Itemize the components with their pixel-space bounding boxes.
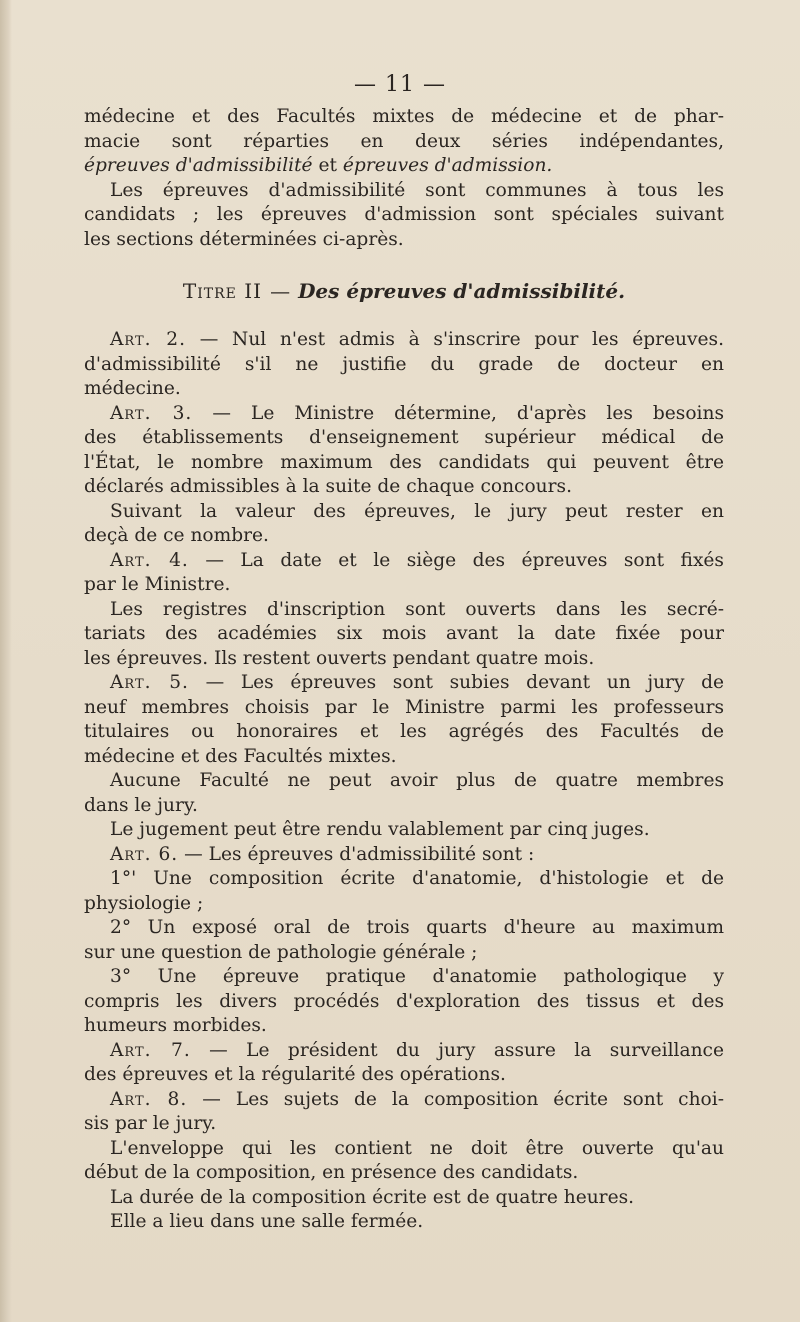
list-item-line: sur une question de pathologie générale ; [84, 941, 478, 963]
article-8-line [84, 1088, 724, 1113]
conjunction: et [318, 155, 337, 176]
page-number: — 11 — [354, 72, 446, 97]
italic-term: épreuves d'admissibilité [84, 155, 313, 176]
text-line: deçà de ce nombre. [84, 525, 269, 546]
text-line: médecine. [84, 378, 181, 399]
page-binding-edge [0, 0, 12, 1322]
text-line: des épreuves et la régularité des opérations. [84, 1064, 506, 1085]
text-line: médecine et des Facultés mixtes. [84, 745, 397, 767]
text-line: Aucune Faculté ne peut avoir plus de quatre membres [110, 770, 724, 791]
text-line: Suivant la valeur des épreuves, le jury peut rester en [110, 500, 724, 522]
page-body [84, 105, 724, 1235]
article-label: Art. 6. [110, 843, 179, 865]
text-line: neuf membres choisis par le Ministre parmi les professeurs [84, 696, 724, 718]
article-label: Art. 5. [110, 672, 189, 693]
list-item-line: compris les divers procédés d'exploration des tissus et des [84, 990, 724, 1012]
italic-term: épreuves d'admission. [342, 155, 553, 176]
article-text: — Les épreuves sont subies devant un jury de [205, 672, 724, 693]
text-line: l'État, le nombre maximum des candidats qui peuvent être [84, 451, 724, 473]
article-6-line [84, 843, 724, 868]
article-text: — Les épreuves d'admissibilité sont : [184, 843, 535, 865]
text-line: les sections déterminées ci-après. [84, 228, 404, 250]
article-text: — Les sujets de la composition écrite sont choi- [202, 1088, 724, 1110]
list-item-line: 2° Un exposé oral de trois quarts d'heure au maximum [110, 917, 724, 938]
text-line: macie sont réparties en deux séries indépendantes, [84, 130, 724, 152]
article-3-line [84, 402, 724, 427]
text-line: dans le jury. [84, 794, 198, 816]
list-item-line: physiologie ; [84, 892, 204, 914]
section-title-dash: — [270, 279, 291, 303]
article-5-line [84, 671, 724, 696]
text-line: sis par le jury. [84, 1113, 217, 1134]
text-line: Les registres d'inscription sont ouverts dans les secré- [110, 598, 724, 620]
article-label: Art. 3. [110, 402, 193, 424]
text-line: La durée de la composition écrite est de quatre heures. [110, 1186, 635, 1208]
text-line [84, 154, 724, 179]
article-2-line [84, 328, 724, 353]
section-title-text: Des épreuves d'admissibilité. [298, 279, 626, 303]
section-title [84, 278, 724, 304]
text-line: déclarés admissibles à la suite de chaque concours. [84, 476, 572, 497]
list-item-line: humeurs morbides. [84, 1015, 267, 1036]
article-text: — Le président du jury assure la surveillance [209, 1039, 724, 1061]
list-item-line: 3° Une épreuve pratique d'anatomie pathologique y [110, 966, 724, 987]
text-line: L'enveloppe qui les contient ne doit être ouverte qu'au [110, 1137, 724, 1159]
text-line: titulaires ou honoraires et les agrégés des Facultés de [84, 721, 724, 742]
article-text: — Le Ministre détermine, d'après les besoins [212, 402, 724, 424]
text-line: des établissements d'enseignement supérieur médical de [84, 427, 724, 448]
article-text: — La date et le siège des épreuves sont fixés [205, 549, 724, 571]
text-line: les épreuves. Ils restent ouverts pendant quatre mois. [84, 647, 595, 669]
text-line: tariats des académies six mois avant la date fixée pour [84, 623, 724, 644]
text-line: Le jugement peut être rendu valablement par cinq juges. [110, 819, 650, 840]
article-7-line [84, 1039, 724, 1064]
list-item-line: 1°' Une composition écrite d'anatomie, d'histologie et de [110, 868, 724, 889]
text-line: Elle a lieu dans une salle fermée. [110, 1211, 424, 1232]
article-label: Art. 4. [110, 549, 189, 571]
text-line: par le Ministre. [84, 574, 231, 595]
text-line: candidats ; les épreuves d'admission sont spéciales suivant [84, 204, 724, 225]
article-text: — Nul n'est admis à s'inscrire pour les épreuves. [199, 329, 724, 350]
section-title-label: Titre II [182, 279, 263, 303]
text-line: d'admissibilité s'il ne justifie du grade de docteur en [84, 353, 724, 375]
article-label: Art. 7. [110, 1039, 191, 1061]
text-line: Les épreuves d'admissibilité sont communes à tous les [110, 179, 724, 201]
article-4-line [84, 549, 724, 574]
article-label: Art. 2. [110, 329, 187, 350]
text-line: médecine et des Facultés mixtes de médecine et de phar- [84, 106, 724, 127]
text-line: début de la composition, en présence des candidats. [84, 1162, 579, 1183]
article-label: Art. 8. [110, 1088, 188, 1110]
